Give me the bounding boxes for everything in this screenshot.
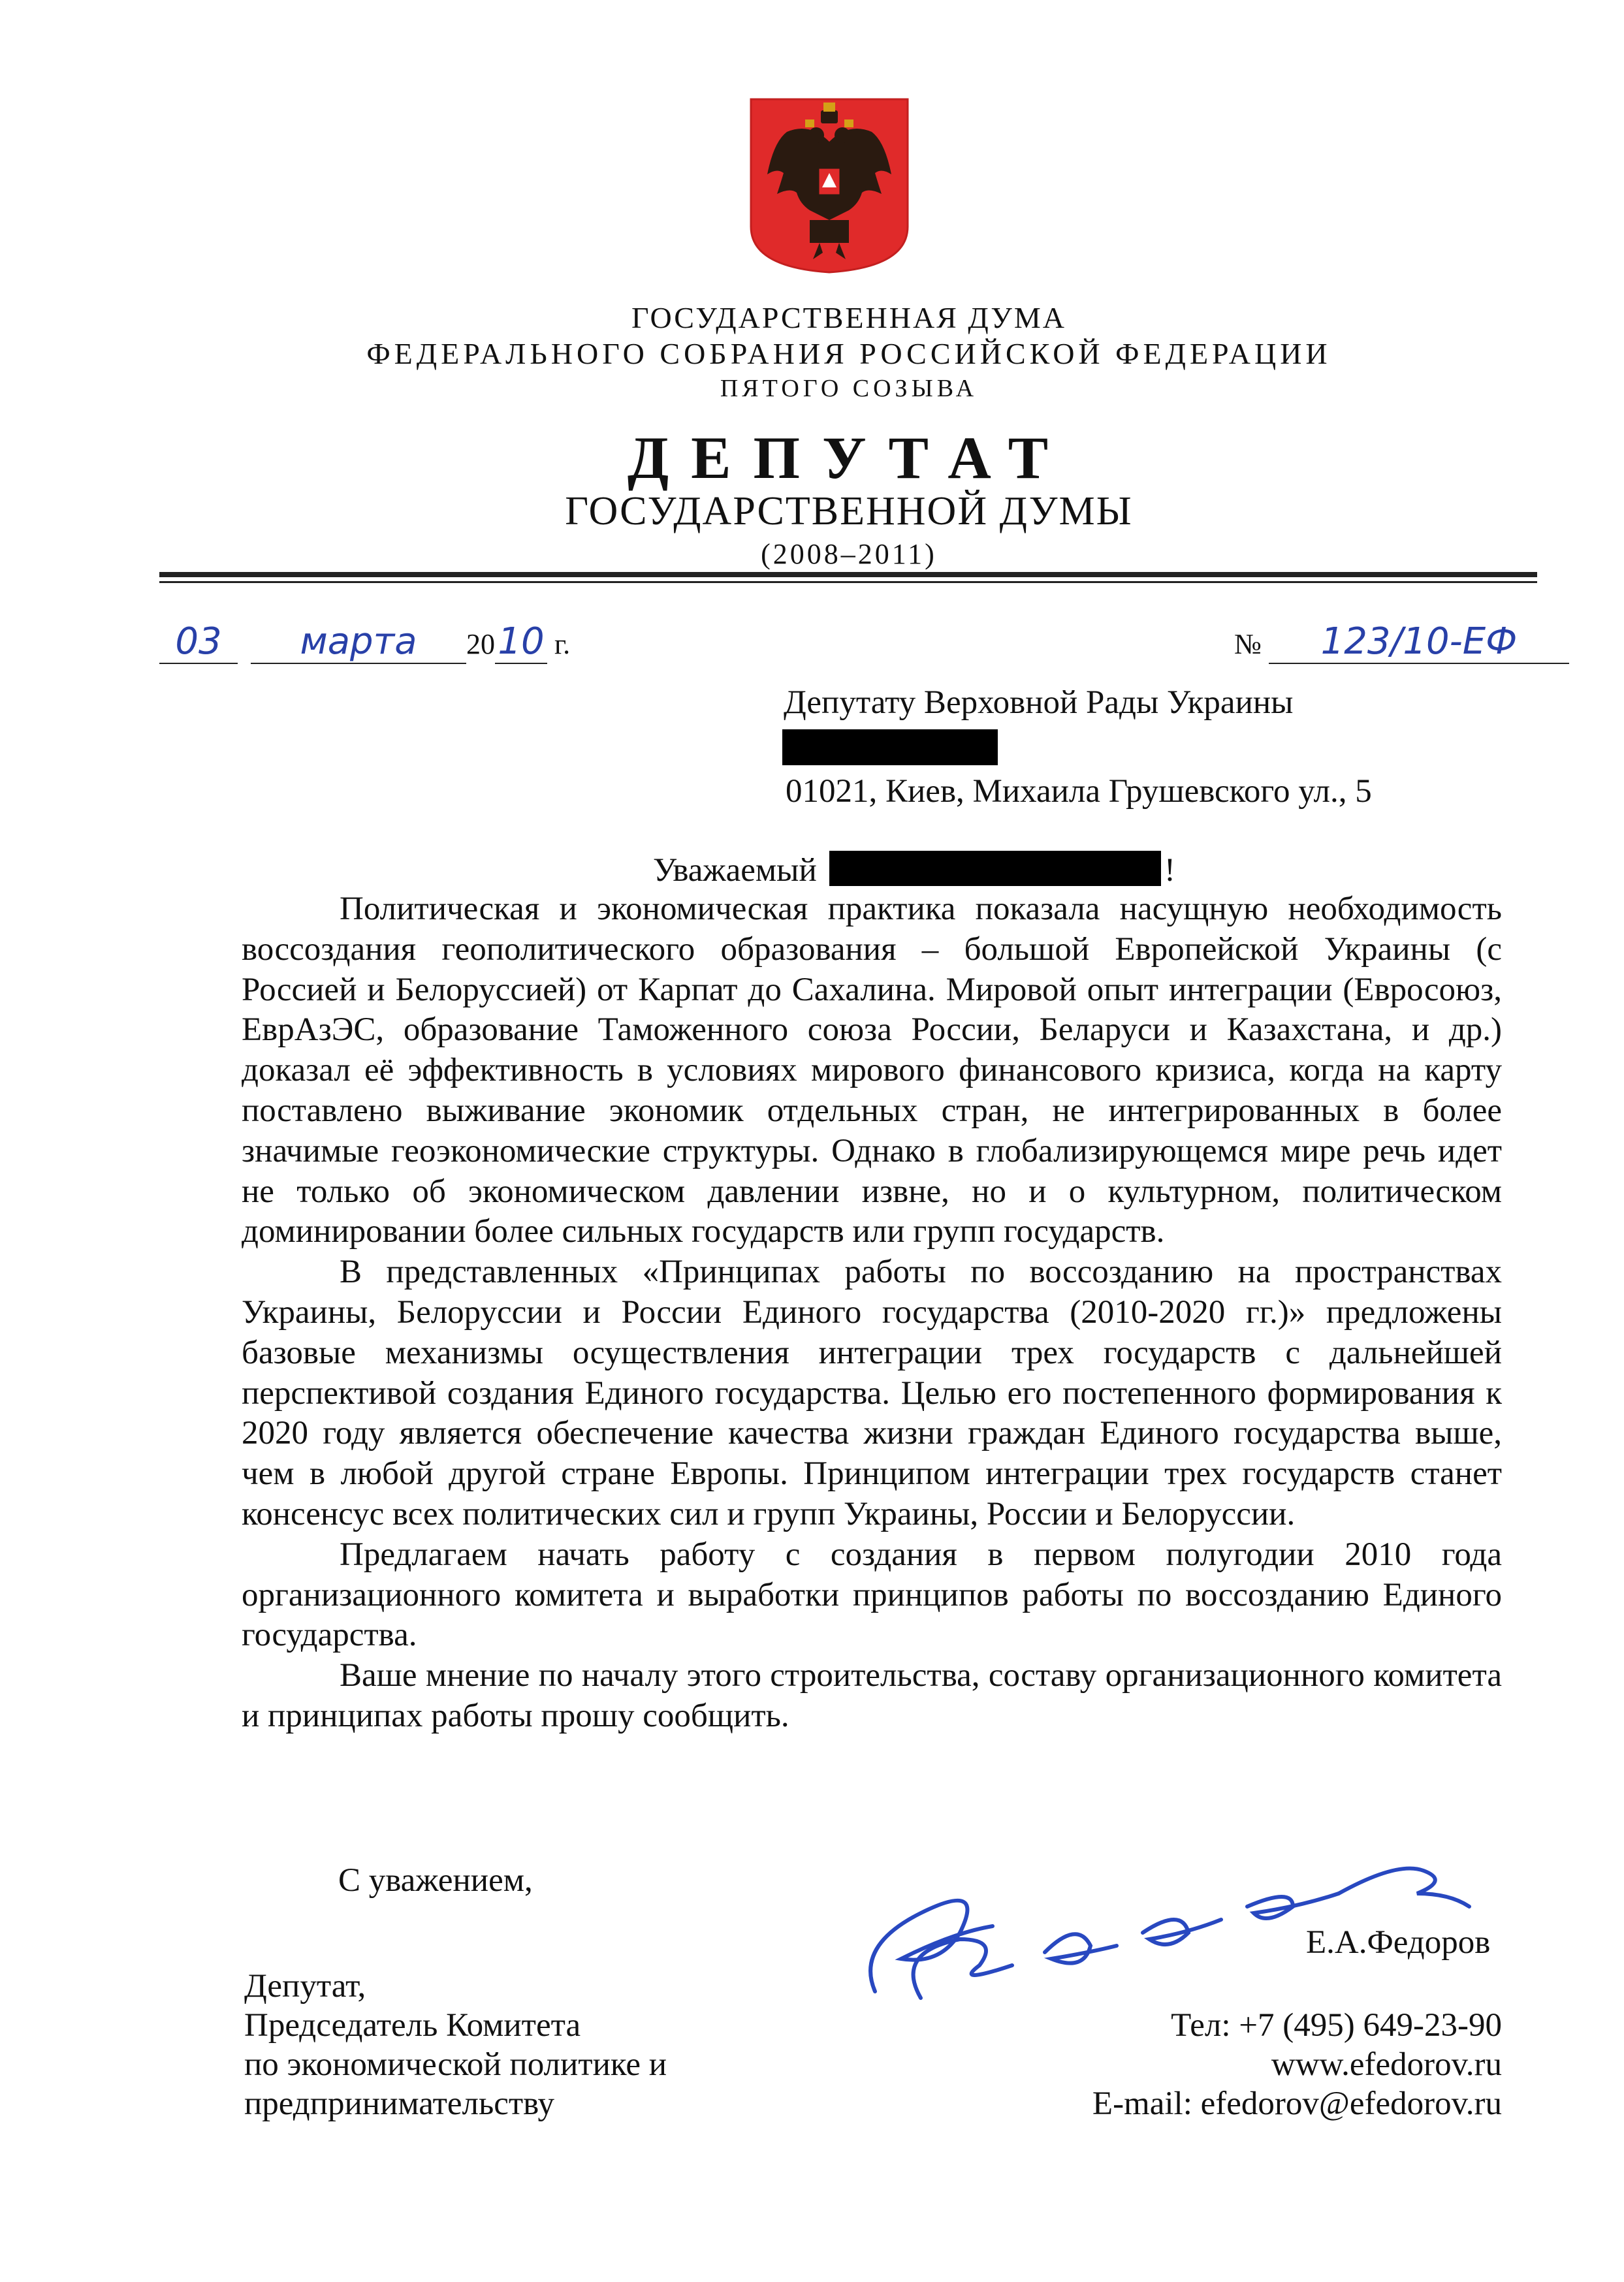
signer-position-line: Депутат, (244, 1968, 366, 2005)
closing-phrase: С уважением, (338, 1862, 533, 1899)
body-paragraph-4: Ваше мнение по началу этого строительства, составу организационного комитета и принципах работы прошу сообщить. (242, 1657, 1502, 1734)
year-prefix: 20 (466, 628, 495, 660)
org-line-duma: ГОСУДАРСТВЕННАЯ ДУМА (631, 301, 1066, 334)
number-label: № (1234, 628, 1262, 660)
recipient-address: 01021, Киев, Михаила Грушевского ул., 5 (786, 773, 1372, 810)
title-deputy: ДЕПУТАТ (627, 424, 1071, 491)
year-mark: г. (554, 628, 571, 660)
date-line (159, 620, 570, 664)
contact-email: E-mail: efedorov@efedorov.ru (1092, 2085, 1502, 2122)
greeting-suffix: ! (1164, 852, 1175, 889)
body-paragraph-3: Предлагаем начать работу с создания в первом полугодии 2010 года организационного комитета и выработки принципов работы по воссозданию Единого государства. (242, 1536, 1502, 1654)
signer-position-line: Председатель Комитета (244, 2007, 581, 2044)
org-line-assembly: ФЕДЕРАЛЬНОГО СОБРАНИЯ РОССИЙСКОЙ ФЕДЕРАЦИИ (366, 337, 1331, 370)
body-paragraph-2: В представленных «Принципах работы по воссозданию на пространствах Украины, Белоруссии и России Единого государства (2010-2020 гг.)» предложены базовые механизмы осуществления интеграции трех государств с дальнейшей перспективой создания Единого государства. Целью его постепенного формирования к 2020 году является обеспечение качества жизни граждан Единого государства выше, чем в любой другой стране Европы. Принципом интеграции трех государств станет консенсус всех политических сил и групп Украины, России и Белоруссии. (242, 1254, 1502, 1532)
header-rule-thin (159, 581, 1537, 583)
date-day: 03 (159, 620, 238, 664)
signer-name: Е.А.Федоров (1306, 1924, 1491, 1961)
subtitle-duma: ГОСУДАРСТВЕННОЙ ДУМЫ (565, 489, 1133, 533)
contact-phone: Тел: +7 (495) 649-23-90 (1171, 2007, 1502, 2044)
signer-position-line: по экономической политике и (244, 2046, 667, 2083)
letter-body (242, 889, 1502, 1737)
document-number-line (1234, 620, 1569, 664)
term-years: (2008–2011) (761, 538, 937, 570)
recipient-title: Депутату Верховной Рады Украины (784, 684, 1294, 721)
header-rule-thick (159, 572, 1537, 577)
body-paragraph-1: Политическая и экономическая практика показала насущную необходимость воссоздания геополитического образования – большой Европейской Украины (с Россией и Белоруссией) от Карпат до Сахалина. Мировой опыт интеграции (Евросоюз, ЕврАзЭС, образование Таможенного союза России, Беларуси и Казахстана, и др.) доказал её эффективность в условиях мирового финансового кризиса, когда на карту поставлено выживание экономик отдельных стран, не интегрированных в более значимые геоэкономические структуры. Однако в глобализирующемся мире речь идет не только об экономическом давлении извне, но и о культурном, политическом доминировании более сильных государств или групп государств. (242, 891, 1502, 1250)
date-month: марта (251, 620, 466, 664)
org-line-convocation: ПЯТОГО СОЗЫВА (720, 375, 978, 402)
document-number: 123/10-ЕФ (1269, 620, 1569, 664)
redacted-recipient-name (782, 729, 998, 765)
year-suffix: 10 (495, 620, 547, 664)
contact-website: www.efedorov.ru (1271, 2046, 1502, 2083)
signer-position-line: предпринимательству (244, 2085, 555, 2122)
greeting-prefix: Уважаемый (653, 852, 817, 889)
redacted-greeting-name (829, 851, 1161, 886)
coat-of-arms-icon (748, 96, 911, 274)
